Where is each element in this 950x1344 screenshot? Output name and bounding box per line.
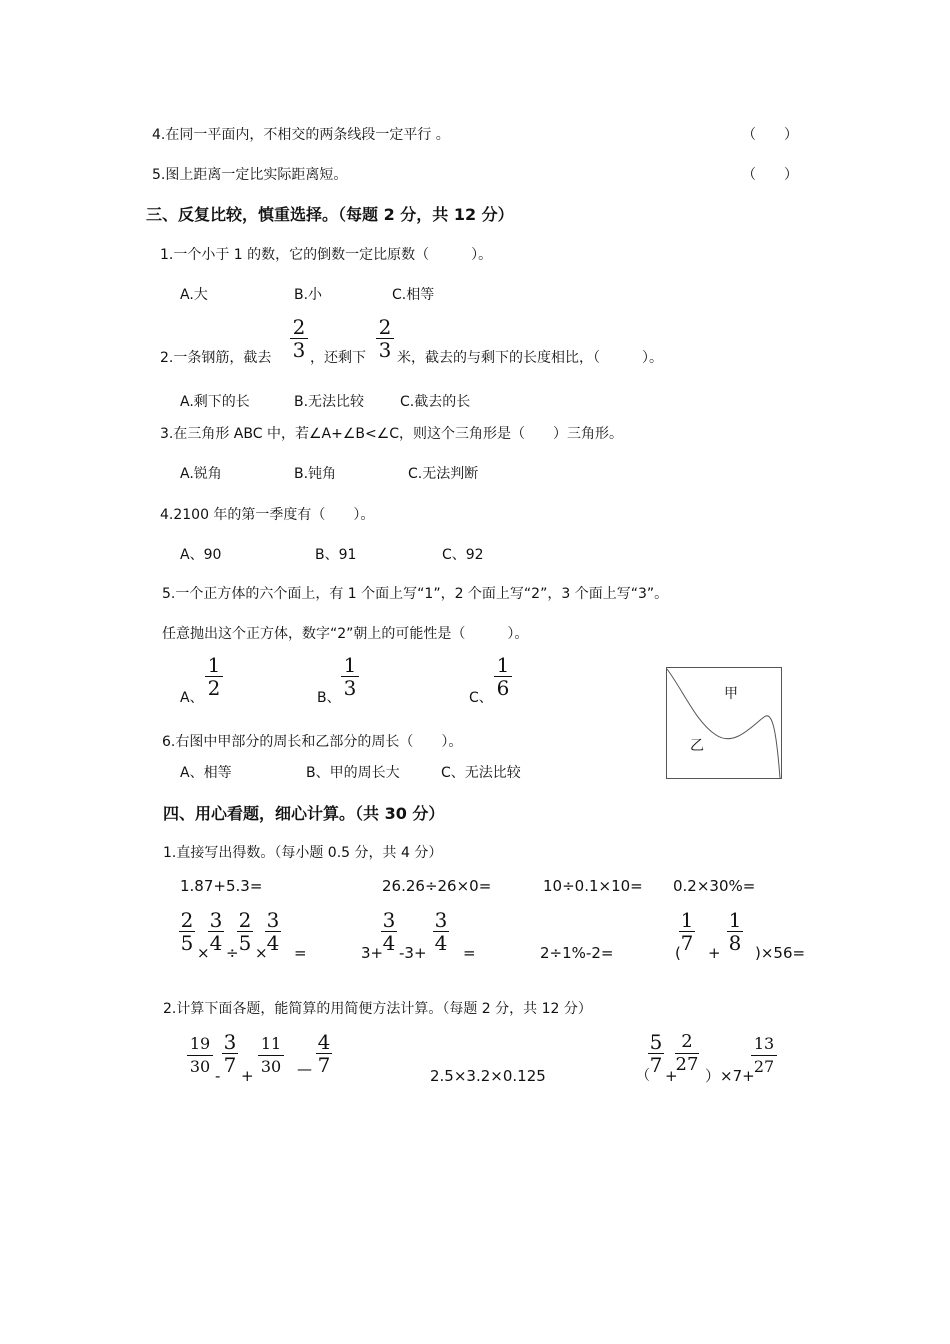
fraction: 4 7 — [317, 1030, 331, 1077]
fraction: 1 3 — [341, 655, 359, 698]
fraction: 5 7 — [649, 1030, 663, 1077]
calc-item: 10÷0.1×10= — [543, 877, 643, 895]
choice-question-5-line1: 5.一个正方体的六个面上，有 1 个面上写“1”，2 个面上写“2”，3 个面上写“3”。 — [162, 586, 669, 602]
choice-question-2-prefix: 2.一条钢筋，截去 — [160, 350, 272, 366]
option-c[interactable]: C.截去的长 — [400, 394, 471, 410]
option-b[interactable]: B.钝角 — [294, 466, 337, 482]
operator: × — [197, 944, 210, 962]
fraction: 3 7 — [223, 1030, 237, 1077]
option-b[interactable]: B.小 — [294, 287, 323, 303]
choice-question-4: 4.2100 年的第一季度有（ ）。 — [160, 507, 375, 523]
tf-question-4: 4.在同一平面内，不相交的两条线段一定平行 。 — [152, 127, 450, 143]
calc-term: )×56= — [755, 944, 806, 962]
fraction: 3 4 — [209, 908, 223, 955]
calc-item: 26.26÷26×0= — [382, 877, 492, 895]
option-a[interactable]: A.大 — [180, 287, 208, 303]
operator: × — [255, 944, 268, 962]
fraction: 1 7 — [680, 908, 694, 955]
operator: + — [708, 944, 721, 962]
equals: = — [463, 944, 476, 962]
option-c[interactable]: C、 — [469, 690, 493, 706]
fraction: 2 3 — [290, 317, 308, 360]
operator: + — [665, 1067, 678, 1085]
choice-question-2-suffix: 米，截去的与剩下的长度相比，（ ）。 — [397, 350, 663, 366]
fraction: 3 4 — [382, 908, 396, 955]
calc-item: 2÷1%-2= — [540, 944, 614, 962]
fraction: 1 2 — [205, 655, 223, 698]
paren-open: （ — [636, 1068, 650, 1084]
fraction: 19 30 — [187, 1034, 213, 1077]
choice-question-1: 1.一个小于 1 的数，它的倒数一定比原数（ ）。 — [160, 247, 493, 263]
fraction: 2 3 — [376, 317, 394, 360]
operator: - — [215, 1067, 221, 1085]
calc-sub1-title: 1.直接写出得数。（每小题 0.5 分，共 4 分） — [163, 845, 443, 861]
option-a[interactable]: A.锐角 — [180, 466, 222, 482]
calc-term: ）×7+ — [705, 1067, 755, 1085]
fraction: 3 4 — [266, 908, 280, 955]
fraction: 1 8 — [728, 908, 742, 955]
equals: = — [294, 944, 307, 962]
choice-question-3: 3.在三角形 ABC 中，若∠A+∠B<∠C，则这个三角形是（ ）三角形。 — [160, 426, 624, 442]
option-a[interactable]: A、90 — [180, 547, 222, 563]
fraction: 3 4 — [434, 908, 448, 955]
option-b[interactable]: B、 — [317, 690, 341, 706]
option-b[interactable]: B、甲的周长大 — [306, 765, 400, 781]
calc-item: 2.5×3.2×0.125 — [430, 1067, 546, 1085]
tf-question-5: 5.图上距离一定比实际距离短。 — [152, 167, 348, 183]
fraction: 13 27 — [751, 1034, 777, 1077]
section-heading-3: 三、反复比较，慎重选择。（每题 2 分，共 12 分） — [146, 205, 514, 224]
answer-bracket[interactable]: （ ） — [742, 127, 798, 143]
option-a[interactable]: A.剩下的长 — [180, 394, 250, 410]
calc-term: 3+ — [361, 944, 384, 962]
operator: + — [241, 1067, 254, 1085]
option-b[interactable]: B.无法比较 — [294, 394, 365, 410]
operator: — — [297, 1060, 312, 1078]
option-c[interactable]: C、92 — [442, 547, 484, 563]
calc-item: 0.2×30%= — [673, 877, 756, 895]
calc-term: -3+ — [399, 944, 427, 962]
option-a[interactable]: A、 — [180, 690, 204, 706]
figure-svg — [666, 667, 782, 779]
option-b[interactable]: B、91 — [315, 547, 357, 563]
calc-sub2-title: 2.计算下面各题，能简算的用简便方法计算。（每题 2 分，共 12 分） — [163, 1001, 592, 1017]
paren-open: ( — [675, 944, 681, 962]
option-c[interactable]: C.无法判断 — [408, 466, 479, 482]
choice-question-2-middle: ，还剩下 — [310, 350, 366, 366]
section-heading-4: 四、用心看题，细心计算。（共 30 分） — [163, 804, 445, 823]
calc-item: 1.87+5.3= — [180, 877, 263, 895]
choice-question-5-line2: 任意抛出这个正方体，数字“2”朝上的可能性是（ ）。 — [162, 626, 529, 642]
fraction: 1 6 — [494, 655, 512, 698]
fraction: 11 30 — [258, 1034, 284, 1077]
option-c[interactable]: C.相等 — [392, 287, 435, 303]
option-c[interactable]: C、无法比较 — [441, 765, 521, 781]
fraction: 2 27 — [675, 1031, 699, 1075]
label-jia: 甲 — [724, 686, 738, 702]
label-yi: 乙 — [690, 738, 704, 754]
fraction: 2 5 — [180, 908, 194, 955]
perimeter-figure — [666, 667, 782, 779]
choice-question-6: 6.右图中甲部分的周长和乙部分的周长（ ）。 — [162, 734, 463, 750]
option-a[interactable]: A、相等 — [180, 765, 232, 781]
fraction: 2 5 — [238, 908, 252, 955]
answer-bracket[interactable]: （ ） — [742, 167, 798, 183]
operator: ÷ — [226, 944, 239, 962]
